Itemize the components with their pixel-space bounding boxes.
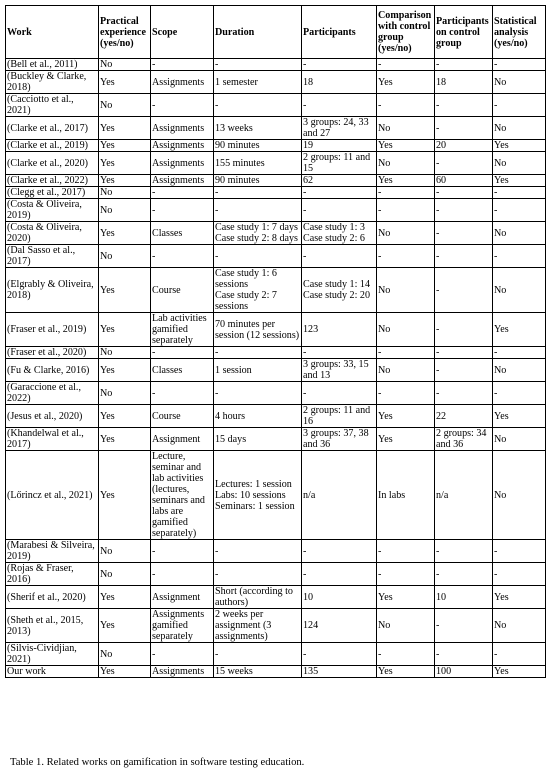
table-cell: -	[151, 347, 214, 359]
column-header: Scope	[151, 6, 214, 59]
table-cell: -	[302, 94, 377, 117]
table-cell: No	[493, 117, 546, 140]
table-cell: (Buckley & Clarke, 2018)	[6, 71, 99, 94]
table-cell: Yes	[99, 405, 151, 428]
table-cell: (Garaccione et al., 2022)	[6, 382, 99, 405]
table-cell: -	[302, 59, 377, 71]
table-cell: Course	[151, 268, 214, 313]
table-cell: 62	[302, 175, 377, 187]
table-cell: (Lőrincz et al., 2021)	[6, 451, 99, 540]
table-cell: Yes	[99, 268, 151, 313]
table-cell: (Fraser et al., 2019)	[6, 313, 99, 347]
cell-line: Case study 2: 7 sessions	[215, 290, 277, 312]
cell-line: Lectures: 1 session	[215, 478, 292, 490]
cell-line: Case study 1: 6 sessions	[215, 268, 277, 290]
table-row	[6, 152, 546, 175]
table-cell: -	[435, 643, 493, 666]
table-row	[6, 268, 546, 313]
table-cell: 18	[435, 71, 493, 94]
table-cell: -	[151, 187, 214, 199]
table-cell: -	[377, 59, 435, 71]
table-cell: Assignments	[151, 152, 214, 175]
table-cell	[302, 268, 377, 313]
table-cell: (Costa & Oliveira, 2020)	[6, 222, 99, 245]
table-cell: (Sherif et al., 2020)	[6, 586, 99, 609]
table-cell: No	[377, 152, 435, 175]
table-cell: -	[435, 563, 493, 586]
table-cell: -	[435, 382, 493, 405]
table-cell: Yes	[493, 140, 546, 152]
table-cell: 123	[302, 313, 377, 347]
table-cell: Yes	[99, 428, 151, 451]
table-cell: Yes	[493, 405, 546, 428]
table-cell: Short (according to authors)	[214, 586, 302, 609]
cell-line: Case study 2: 6	[303, 233, 365, 244]
table-cell: -	[377, 187, 435, 199]
table-cell: Yes	[377, 586, 435, 609]
cell-line: Case study 1: 14	[303, 279, 371, 290]
table-cell	[214, 222, 302, 245]
table-cell: Yes	[493, 666, 546, 678]
table-cell: -	[377, 245, 435, 268]
table-cell: 1 session	[214, 359, 302, 382]
table-cell: -	[493, 347, 546, 359]
table-cell: -	[302, 540, 377, 563]
table-cell: -	[435, 222, 493, 245]
table-cell: -	[151, 199, 214, 222]
table-cell: No	[493, 71, 546, 94]
table-cell: Assignments	[151, 117, 214, 140]
table-cell: 135	[302, 666, 377, 678]
cell-line: Seminars: 1 session	[215, 500, 295, 512]
table-row	[6, 347, 546, 359]
table-cell: Yes	[493, 313, 546, 347]
table-cell: No	[377, 268, 435, 313]
table-cell: No	[493, 222, 546, 245]
table-cell: (Costa & Oliveira, 2019)	[6, 199, 99, 222]
table-cell: Yes	[99, 152, 151, 175]
table-cell: (Fu & Clarke, 2016)	[6, 359, 99, 382]
table-cell: No	[99, 94, 151, 117]
cell-line: Case study 2: 20	[303, 290, 371, 301]
table-body	[6, 59, 546, 678]
table-cell: 19	[302, 140, 377, 152]
table-cell: -	[151, 382, 214, 405]
table-cell: No	[99, 245, 151, 268]
table-cell: Assignments	[151, 175, 214, 187]
cell-line: Case study 2: 8 days	[215, 233, 298, 244]
table-cell: -	[435, 187, 493, 199]
table-cell: -	[493, 643, 546, 666]
table-row	[6, 359, 546, 382]
table-cell: -	[302, 347, 377, 359]
table-cell: (Clegg et al., 2017)	[6, 187, 99, 199]
table-row	[6, 222, 546, 245]
table-cell: 60	[435, 175, 493, 187]
table-cell: -	[214, 199, 302, 222]
table-cell: No	[493, 451, 546, 540]
table-cell: -	[377, 199, 435, 222]
table-cell: 15 days	[214, 428, 302, 451]
table-cell: (Elgrably & Oliveira, 2018)	[6, 268, 99, 313]
related-works-table-wrapper	[5, 5, 545, 678]
table-row	[6, 540, 546, 563]
table-cell: Assignments gamified separately	[151, 609, 214, 643]
table-cell: Yes	[99, 359, 151, 382]
table-cell: No	[99, 199, 151, 222]
table-cell: No	[99, 540, 151, 563]
table-cell: -	[151, 59, 214, 71]
table-cell: -	[435, 94, 493, 117]
table-row	[6, 586, 546, 609]
table-cell: 90 minutes	[214, 140, 302, 152]
table-cell: Yes	[99, 313, 151, 347]
table-cell: No	[493, 428, 546, 451]
cell-line: Labs: 10 sessions	[215, 489, 286, 501]
table-row	[6, 643, 546, 666]
table-cell: -	[214, 245, 302, 268]
table-cell: 15 weeks	[214, 666, 302, 678]
table-cell: -	[302, 187, 377, 199]
table-cell: -	[493, 382, 546, 405]
table-cell: -	[214, 382, 302, 405]
table-cell: -	[435, 152, 493, 175]
table-cell: -	[214, 563, 302, 586]
table-cell: No	[99, 382, 151, 405]
table-cell: No	[493, 359, 546, 382]
table-cell: 2 groups: 34 and 36	[435, 428, 493, 451]
column-header: Duration	[214, 6, 302, 59]
table-cell: -	[302, 563, 377, 586]
table-cell: -	[435, 59, 493, 71]
table-cell: 10	[435, 586, 493, 609]
table-cell: n/a	[302, 451, 377, 540]
table-cell: Yes	[377, 140, 435, 152]
table-row	[6, 451, 546, 540]
table-cell: -	[493, 94, 546, 117]
table-cell: Yes	[99, 609, 151, 643]
table-cell: 3 groups: 24, 33 and 27	[302, 117, 377, 140]
table-cell: -	[493, 563, 546, 586]
table-cell: Yes	[377, 666, 435, 678]
table-cell: 18	[302, 71, 377, 94]
table-cell: 13 weeks	[214, 117, 302, 140]
table-cell: 155 minutes	[214, 152, 302, 175]
table-cell: -	[377, 94, 435, 117]
table-cell: No	[377, 117, 435, 140]
cell-line: Case study 1: 7 days	[215, 222, 298, 233]
table-cell: (Jesus et al., 2020)	[6, 405, 99, 428]
table-cell: -	[435, 313, 493, 347]
table-caption: Table 1. Related works on gamification in software testing education.	[10, 757, 305, 768]
table-row	[6, 199, 546, 222]
table-cell: n/a	[435, 451, 493, 540]
table-cell: -	[151, 245, 214, 268]
table-cell: (Bell et al., 2011)	[6, 59, 99, 71]
table-cell: Yes	[377, 405, 435, 428]
table-cell: -	[151, 94, 214, 117]
table-row	[6, 405, 546, 428]
table-cell: 3 groups: 37, 38 and 36	[302, 428, 377, 451]
table-cell: -	[302, 643, 377, 666]
table-cell: 1 semester	[214, 71, 302, 94]
table-cell: -	[377, 347, 435, 359]
table-cell: 20	[435, 140, 493, 152]
table-cell: -	[214, 94, 302, 117]
table-row	[6, 313, 546, 347]
table-cell: Yes	[377, 428, 435, 451]
table-cell: -	[214, 187, 302, 199]
table-cell: (Khandelwal et al., 2017)	[6, 428, 99, 451]
table-cell: 70 minutes per session (12 sessions)	[214, 313, 302, 347]
table-cell: (Cacciotto et al., 2021)	[6, 94, 99, 117]
table-cell: (Clarke et al., 2020)	[6, 152, 99, 175]
table-cell: No	[99, 187, 151, 199]
table-cell: (Fraser et al., 2020)	[6, 347, 99, 359]
table-cell: -	[435, 540, 493, 563]
table-cell: Yes	[377, 71, 435, 94]
table-cell: Course	[151, 405, 214, 428]
cell-line: Case study 1: 3	[303, 222, 365, 233]
table-cell: Yes	[99, 117, 151, 140]
table-cell: No	[99, 59, 151, 71]
table-row	[6, 382, 546, 405]
table-cell: Assignment	[151, 428, 214, 451]
table-cell: -	[151, 643, 214, 666]
table-cell: No	[377, 313, 435, 347]
table-row	[6, 563, 546, 586]
table-cell: Assignment	[151, 586, 214, 609]
table-cell: (Clarke et al., 2022)	[6, 175, 99, 187]
table-cell	[214, 268, 302, 313]
table-cell: Our work	[6, 666, 99, 678]
table-cell: -	[493, 540, 546, 563]
table-cell: -	[377, 540, 435, 563]
table-cell: No	[377, 609, 435, 643]
column-header: Participants on control group	[435, 6, 493, 59]
table-cell: -	[493, 187, 546, 199]
table-row	[6, 175, 546, 187]
table-cell: Classes	[151, 222, 214, 245]
table-cell: 124	[302, 609, 377, 643]
table-cell: Classes	[151, 359, 214, 382]
table-cell	[214, 451, 302, 540]
table-cell: -	[435, 347, 493, 359]
table-cell: -	[377, 382, 435, 405]
table-cell: (Clarke et al., 2019)	[6, 140, 99, 152]
table-row	[6, 609, 546, 643]
table-cell: Yes	[377, 175, 435, 187]
table-cell: -	[435, 117, 493, 140]
table-cell: No	[493, 268, 546, 313]
table-cell: 2 groups: 11 and 15	[302, 152, 377, 175]
table-cell: Yes	[99, 666, 151, 678]
table-cell: 2 weeks per assignment (3 assignments)	[214, 609, 302, 643]
table-cell: No	[99, 347, 151, 359]
table-cell: -	[377, 563, 435, 586]
table-cell: 4 hours	[214, 405, 302, 428]
column-header: Participants	[302, 6, 377, 59]
table-cell: -	[435, 609, 493, 643]
table-cell: -	[435, 268, 493, 313]
table-cell: Yes	[99, 451, 151, 540]
table-cell: -	[151, 540, 214, 563]
table-cell: No	[99, 643, 151, 666]
table-cell: Yes	[99, 586, 151, 609]
table-cell: -	[214, 347, 302, 359]
table-cell: Lab activities gamified separately	[151, 313, 214, 347]
table-cell: -	[435, 359, 493, 382]
table-cell: Yes	[99, 71, 151, 94]
column-header: Practical experience (yes/no)	[99, 6, 151, 59]
table-cell: (Silvis-Cividjian, 2021)	[6, 643, 99, 666]
table-row	[6, 140, 546, 152]
table-cell: -	[214, 59, 302, 71]
table-cell: Yes	[99, 175, 151, 187]
table-cell: In labs	[377, 451, 435, 540]
table-cell: 22	[435, 405, 493, 428]
table-cell: -	[302, 245, 377, 268]
table-cell: -	[493, 59, 546, 71]
table-cell: (Rojas & Fraser, 2016)	[6, 563, 99, 586]
table-cell: -	[493, 199, 546, 222]
table-cell: -	[302, 382, 377, 405]
table-row	[6, 187, 546, 199]
table-cell: No	[99, 563, 151, 586]
table-cell: 3 groups: 33, 15 and 13	[302, 359, 377, 382]
table-cell: Assignments	[151, 666, 214, 678]
table-cell: -	[493, 245, 546, 268]
table-cell: (Clarke et al., 2017)	[6, 117, 99, 140]
table-row	[6, 428, 546, 451]
table-row	[6, 71, 546, 94]
table-cell: Yes	[99, 140, 151, 152]
table-cell: No	[493, 152, 546, 175]
table-cell: (Dal Sasso et al., 2017)	[6, 245, 99, 268]
table-cell: No	[493, 609, 546, 643]
table-cell: -	[151, 563, 214, 586]
column-header: Work	[6, 6, 99, 59]
table-cell: Assignments	[151, 71, 214, 94]
column-header: Comparison with control group (yes/no)	[377, 6, 435, 59]
table-cell	[302, 222, 377, 245]
table-cell: Assignments	[151, 140, 214, 152]
table-cell: -	[214, 643, 302, 666]
column-header: Statistical analysis (yes/no)	[493, 6, 546, 59]
table-cell: Yes	[493, 586, 546, 609]
table-cell: Yes	[99, 222, 151, 245]
table-cell: -	[435, 199, 493, 222]
table-cell: -	[435, 245, 493, 268]
table-row	[6, 666, 546, 678]
table-cell: -	[302, 199, 377, 222]
table-cell: No	[377, 359, 435, 382]
table-cell: (Sheth et al., 2015, 2013)	[6, 609, 99, 643]
table-cell: Yes	[493, 175, 546, 187]
table-cell: 2 groups: 11 and 16	[302, 405, 377, 428]
table-cell: 10	[302, 586, 377, 609]
related-works-table	[5, 5, 546, 678]
table-row	[6, 245, 546, 268]
table-cell: -	[377, 643, 435, 666]
table-cell: No	[377, 222, 435, 245]
table-row	[6, 94, 546, 117]
table-header-row	[6, 6, 546, 59]
table-cell: 90 minutes	[214, 175, 302, 187]
table-cell: 100	[435, 666, 493, 678]
table-cell: (Marabesi & Silveira, 2019)	[6, 540, 99, 563]
table-row	[6, 59, 546, 71]
table-cell: Lecture, seminar and lab activities (lectures, seminars and labs are gamified separately)	[151, 451, 214, 540]
table-cell: -	[214, 540, 302, 563]
table-row	[6, 117, 546, 140]
